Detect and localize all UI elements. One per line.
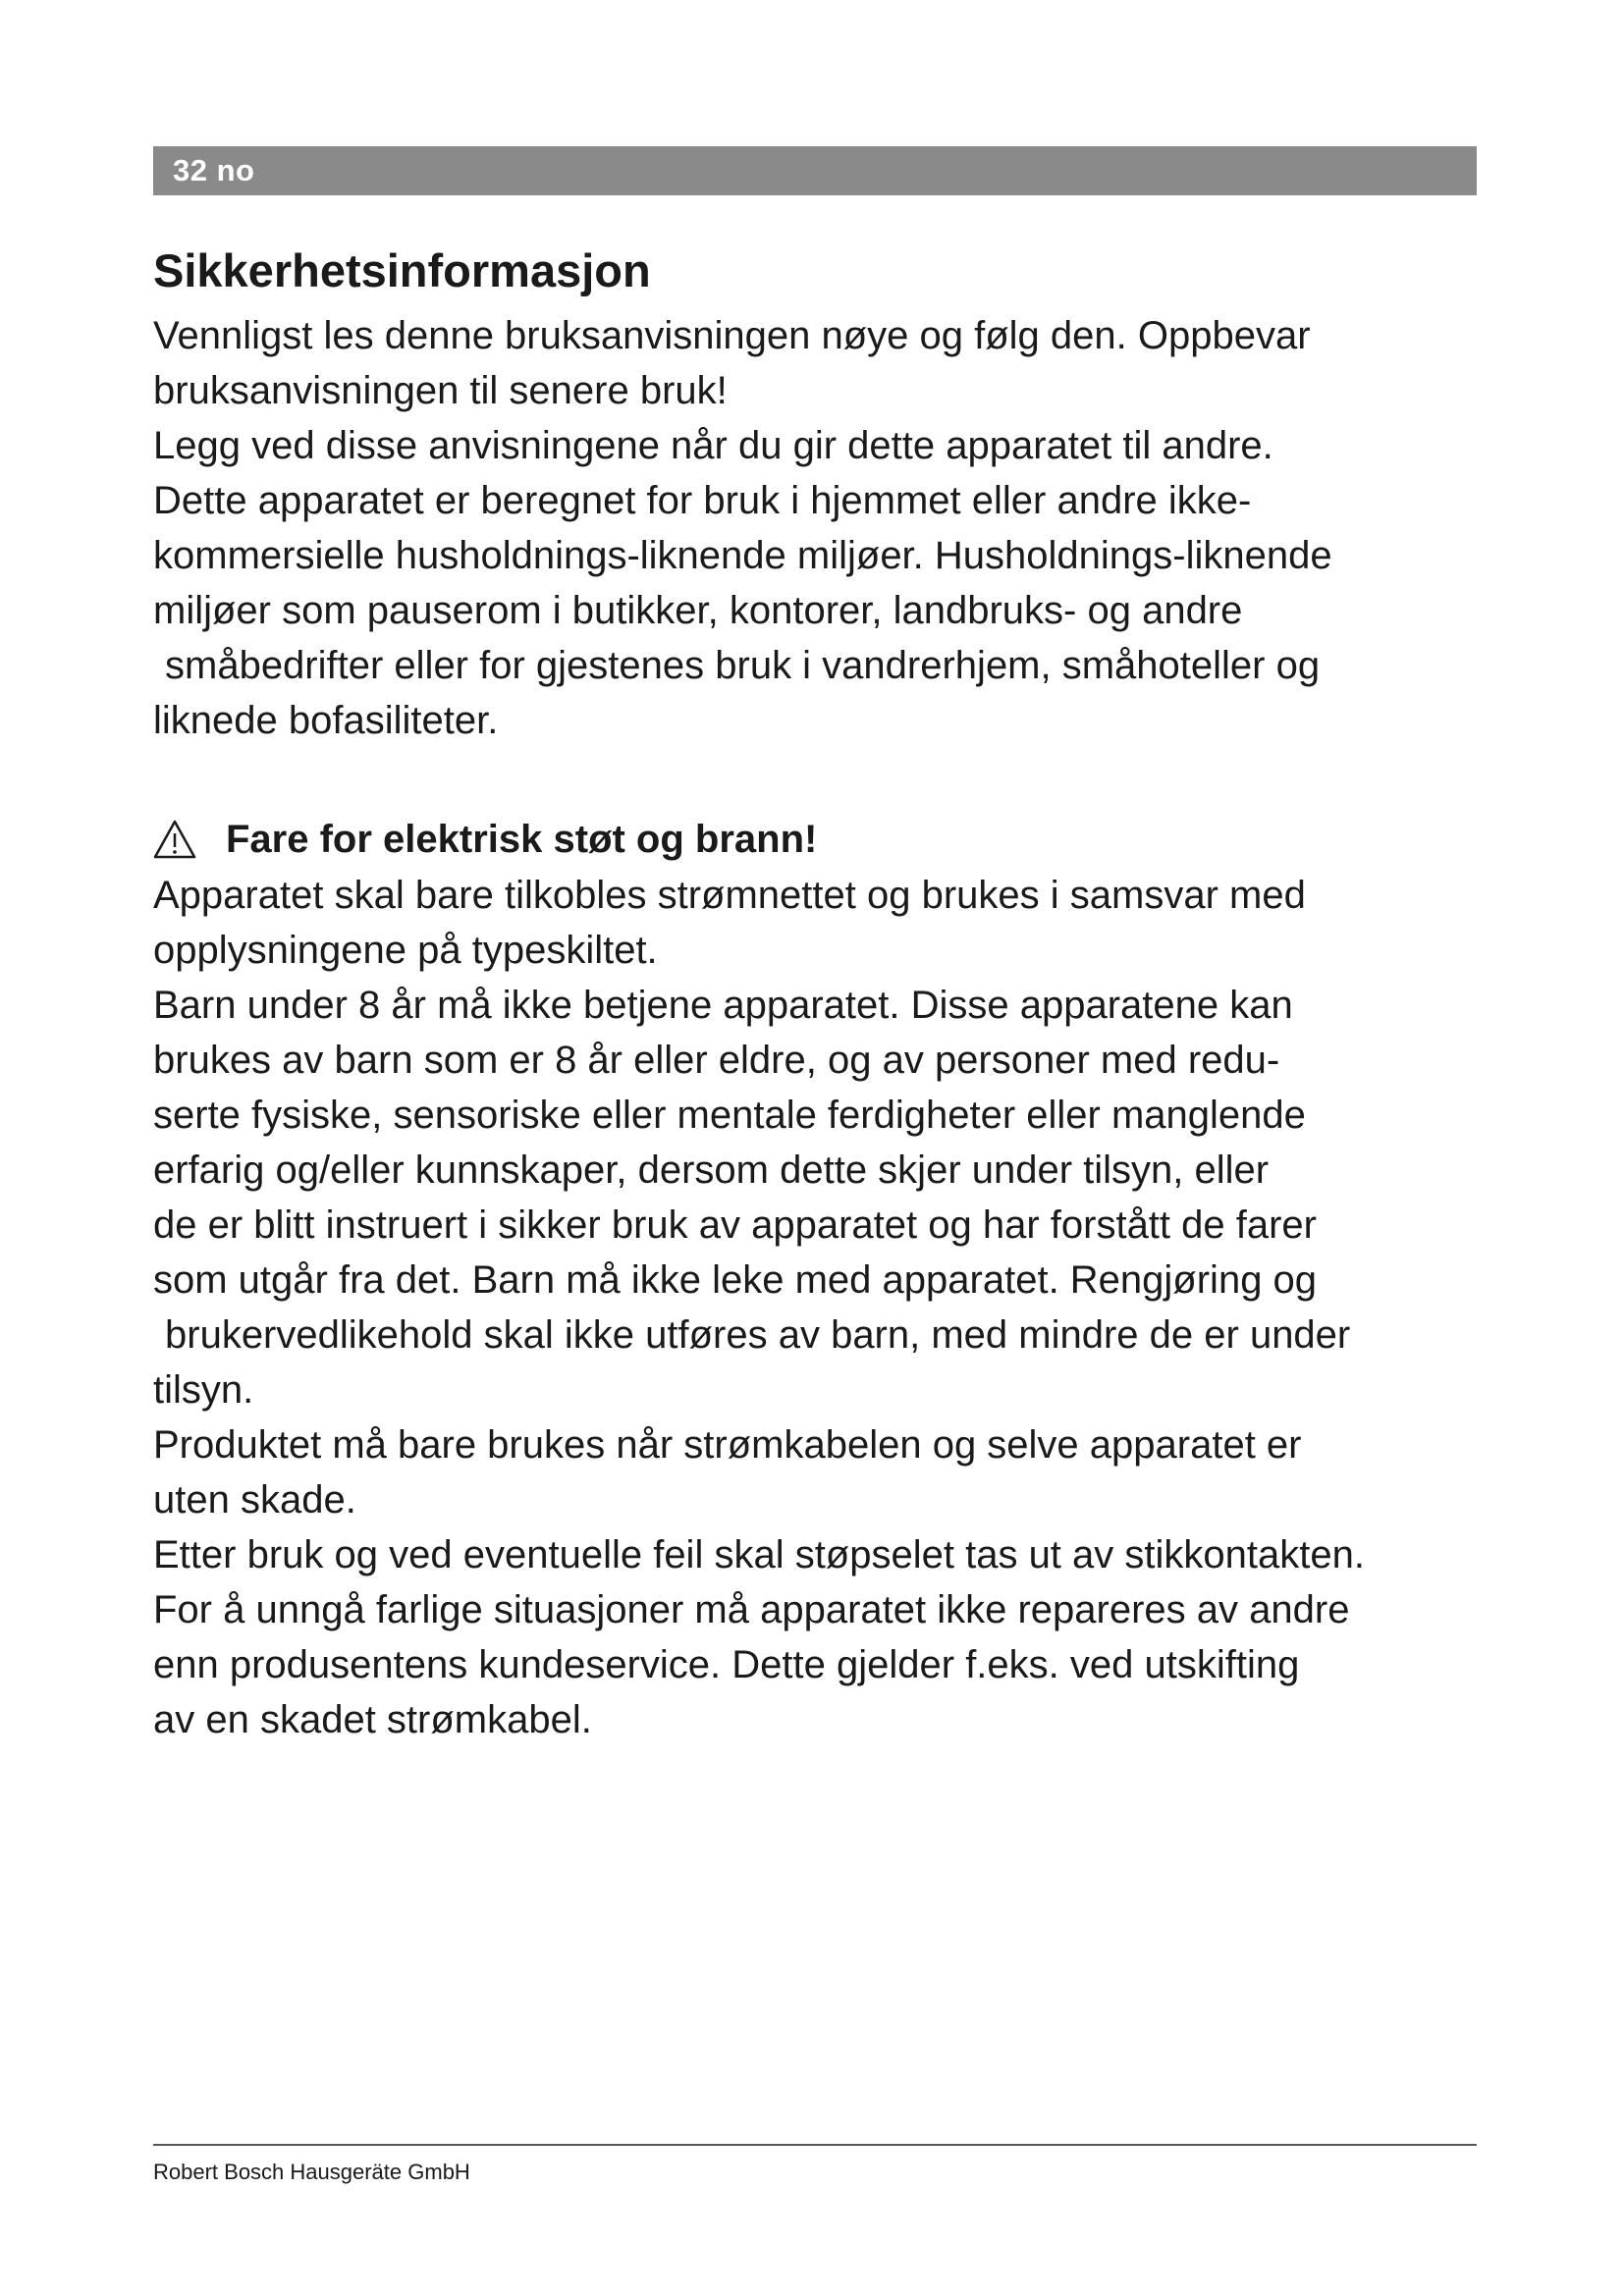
page-number-label: 32 no [173, 153, 255, 187]
warning-line: brukervedlikehold skal ikke utføres av barn, med mindre de er under [165, 1313, 1351, 1357]
warning-line: de er blitt instruert i sikker bruk av apparatet og har forstått de farer [153, 1203, 1317, 1247]
warning-line: av en skadet strømkabel. [153, 1698, 592, 1741]
warning-line: For å unngå farlige situasjoner må apparatet ikke repareres av andre [153, 1588, 1350, 1631]
document-content [153, 240, 1498, 1747]
warning-triangle-icon [153, 820, 196, 859]
warning-line: Barn under 8 år må ikke betjene apparatet. Disse apparatene kan [153, 984, 1293, 1027]
footer-company: Robert Bosch Hausgeräte GmbH [153, 2160, 470, 2184]
warning-line: serte fysiske, sensoriske eller mentale ferdigheter eller manglende [153, 1094, 1306, 1137]
warning-line: Apparatet skal bare tilkobles strømnettet og brukes i samsvar med [153, 874, 1306, 917]
intro-paragraph [153, 308, 1498, 748]
warning-line: som utgår fra det. Barn må ikke leke med apparatet. Rengjøring og [153, 1258, 1318, 1302]
intro-line: Dette apparatet er beregnet for bruk i hjemmet eller andre ikke- [153, 479, 1252, 522]
warning-paragraph [153, 868, 1498, 1747]
warning-line: Produktet må bare brukes når strømkabelen og selve apparatet er [153, 1423, 1302, 1467]
intro-line: miljøer som pauserom i butikker, kontorer, landbruks- og andre [153, 589, 1243, 632]
warning-heading-text: Fare for elektrisk støt og brann! [226, 818, 818, 861]
intro-line: liknede bofasiliteter. [153, 699, 499, 742]
intro-line: kommersielle husholdnings-liknende miljøer. Husholdnings-liknende [153, 534, 1332, 577]
section-title: Sikkerhetsinformasjon [153, 244, 651, 296]
warning-line: uten skade. [153, 1478, 356, 1522]
warning-line: enn produsentens kundeservice. Dette gjelder f.eks. ved utskifting [153, 1643, 1300, 1686]
intro-line: bruksanvisningen til senere bruk! [153, 369, 728, 412]
warning-line: opplysningene på typeskiltet. [153, 929, 658, 972]
section-spacer [153, 748, 1498, 811]
page-header-bar [153, 146, 1477, 195]
intro-line: Legg ved disse anvisningene når du gir dette apparatet til andre. [153, 424, 1273, 467]
intro-line: småbedrifter eller for gjestenes bruk i vandrerhjem, småhoteller og [165, 644, 1321, 687]
warning-heading [153, 811, 1498, 868]
warning-line: brukes av barn som er 8 år eller eldre, og av personer med redu- [153, 1039, 1280, 1082]
warning-line: erfarig og/eller kunnskaper, dersom dette skjer under tilsyn, eller [153, 1148, 1270, 1192]
warning-line: Etter bruk og ved eventuelle feil skal støpselet tas ut av stikkontakten. [153, 1533, 1365, 1576]
footer-divider [153, 2144, 1477, 2146]
warning-line: tilsyn. [153, 1368, 254, 1412]
intro-line: Vennligst les denne bruksanvisningen nøye og følg den. Oppbevar [153, 314, 1311, 357]
